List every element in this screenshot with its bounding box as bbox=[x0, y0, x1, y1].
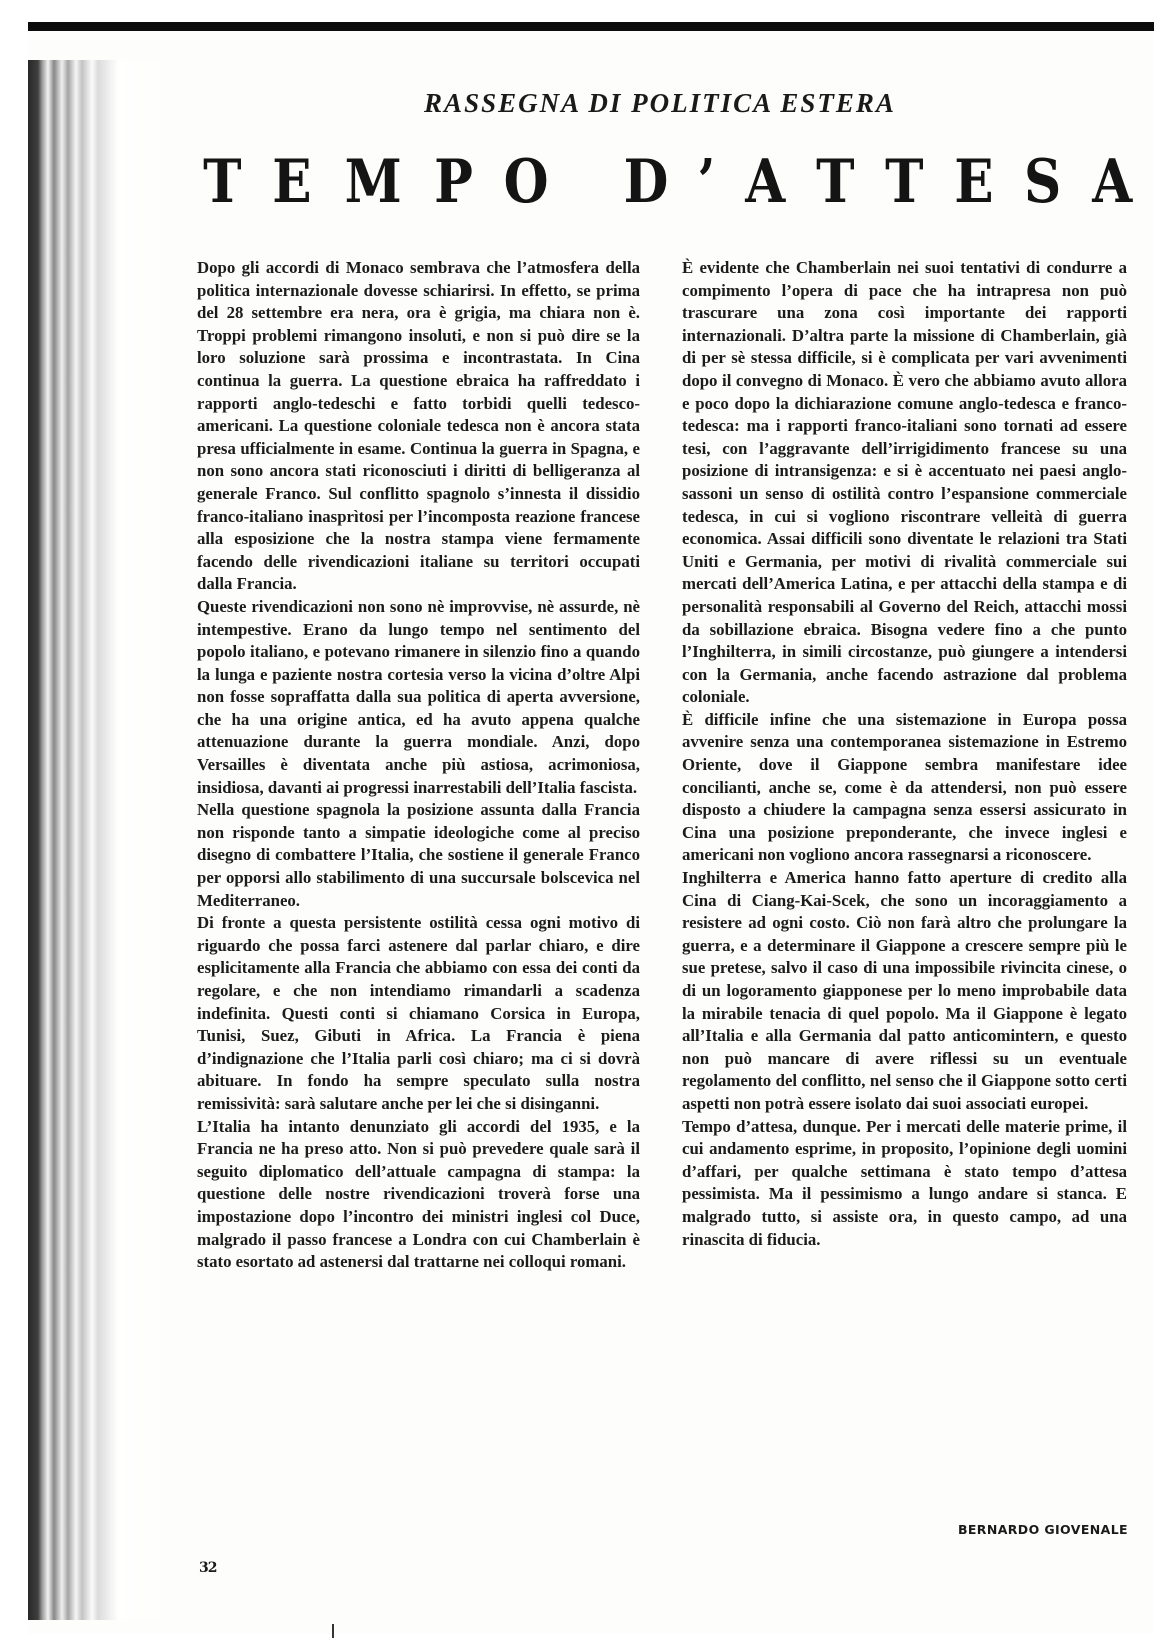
book-binding-edge bbox=[28, 60, 178, 1620]
title-letter: P bbox=[433, 147, 473, 217]
paragraph: È difficile infine che una sistemazione in Europa possa avvenire senza una contemporanea sistemazione in Estremo Oriente, dove il Giappone sembra manifestare idee concilianti, anche se, come è da attendersi, non può essere disposto a chiudere la campagna senza essersi assicurato in Cina una posizione preponderante, che invece inglesi e americani non vogliono ancora rassegnarsi a riconoscere. bbox=[682, 709, 1127, 865]
title-letter: M bbox=[344, 147, 402, 217]
title-letter: O bbox=[503, 147, 549, 217]
title-letter: T bbox=[203, 147, 242, 217]
author-signature: BERNARDO GIOVENALE bbox=[957, 1522, 1128, 1537]
paragraph: L’Italia ha intanto denunziato gli accordi del 1935, e la Francia ne ha preso atto. Non si può prevedere quale sarà il seguito diplomatico dell’attuale campagna di stampa: la questione delle nostre rivendicazioni troverà forse una impostazione dopo l’incontro dei ministri inglesi col Duce, malgrado il passo francese a Londra con cui Chamberlain è stato esortato ad astenersi dal trattarne nei colloqui romani. bbox=[197, 1116, 640, 1272]
article-column-left bbox=[197, 257, 640, 1274]
title-letter: D bbox=[623, 147, 668, 217]
scan-speck bbox=[332, 1624, 334, 1638]
paragraph: Nella questione spagnola la posizione assunta dalla Francia non risponde tanto a simpatie ideologiche come al preciso disegno di combattere l’Italia, che sostiene il generale Franco per opporsi allo stabilimento di una succursale bolscevica nel Mediterraneo. bbox=[197, 800, 640, 910]
paragraph: Dopo gli accordi di Monaco sembrava che l’atmosfera della politica internazionale dovesse schiarirsi. In effetto, se prima del 28 settembre era nera, ora è grigia, ma chiara non è. Troppi problemi rimangono insoluti, e non si può dire se la loro soluzione sarà prossima e incontrastata. In Cina continua la guerra. La questione ebraica ha raffreddato i rapporti anglo-tedeschi e fatto torbidi quelli tedesco-americani. La questione coloniale tedesca non è ancora stata presa ufficialmente in esame. Continua la guerra in Spagna, e non sono ancora stati riconosciuti i diritti di belligeranza al generale Franco. Sul conflitto spagnolo s’innesta il dissidio franco-italiano inasprìtosi per l’incomposta reazione francese alla esposizione che la nostra stampa viene fermamente facendo delle rivendicazioni italiane su territori occupati dalla Francia. bbox=[197, 258, 640, 594]
paragraph: È evidente che Chamberlain nei suoi tentativi di condurre a compimento l’opera di pace che ha intrapresa non può trascurare una zona così importante dei rapporti internazionali. D’altra parte la missione di Chamberlain, già di per sè stessa difficile, si è complicata per vari avvenimenti dopo il convegno di Monaco. È vero che abbiamo avuto allora e poco dopo la dichiarazione comune anglo-tedesca e franco-tedesca: ma i rapporti franco-italiani sono tornati ad essere tesi, con l’aggravante dell’irrigidimento francese su una posizione di intransigenza: e si è accentuato nei paesi anglo-sassoni un senso di ostilità contro l’espansione commerciale tedesca, in cui si vogliono riscontrare velleità di guerra economica. Assai difficili sono diventate le relazioni tra Stati Uniti e Germania, per motivi di rivalità commerciale sui mercati dell’America Latina, e per attacchi della stampa e di personalità responsabili al Governo del Reich, attacchi mossi da sobillazione ebraica. Bisogna vedere fino a che punto l’Inghilterra, in simili circostanze, può giungere a intendersi con la Germania, anche facendo astrazione dal problema coloniale. bbox=[682, 258, 1127, 707]
paragraph: Queste rivendicazioni non sono nè improvvise, nè assurde, nè intempestive. Erano da lungo tempo nel sentimento del popolo italiano, e potevano rimanere in silenzio fino a quando la lunga e paziente nostra cortesia verso la vicina d’oltre Alpi non fosse sopraffatta dalla sua politica di aperta avversione, che ha una origine antica, ed ha avuto appena qualche attenuazione durante la guerra mondiale. Anzi, dopo Versailles è diventata anche più astiosa, acrimoniosa, insidiosa, davanti ai progressi inarrestabili dell’Italia fascista. bbox=[197, 596, 640, 797]
title-letter: T bbox=[885, 147, 924, 217]
title-letter: E bbox=[272, 147, 312, 217]
section-rubric: RASSEGNA DI POLITICA ESTERA bbox=[424, 88, 896, 118]
article-column-right bbox=[682, 257, 1127, 1251]
title-letter: S bbox=[1024, 147, 1062, 217]
paragraph: Di fronte a questa persistente ostilità cessa ogni motivo di riguardo che possa farci astenere dal parlar chiaro, e dire esplicitamente alla Francia che abbiamo con essa dei conti da regolare, e che non intendiamo rimandarli a scadenza indefinita. Questi conti si chiamano Corsica in Europa, Tunisi, Suez, Gibuti in Africa. La Francia è piena d’indignazione che l’Italia parli così chiaro; ma ci si dovrà abituare. In fondo ha sempre speculato sulla nostra remissività: sarà salutare anche per lei che si disinganni. bbox=[197, 913, 640, 1113]
title-letter: E bbox=[954, 147, 994, 217]
paragraph: Inghilterra e America hanno fatto aperture di credito alla Cina di Ciang-Kai-Scek, che sono un incoraggiamento a resistere ad ogni costo. Ciò non farà altro che prolungare la guerra, e a determinare il Giappone a crescere sempre più le sue pretese, salvo il caso di una impossibile rivincita cinese, o di un logoramento giapponese per lo meno improbabile data la mirabile tenacia di quel popolo. Ma il Giappone è legato all’Italia e alla Germania dal patto anticomintern, e questo non può mancare di avere riflessi su un eventuale regolamento del conflitto, nel senso che il Giappone sotto certi aspetti non potrà essere isolato dai suoi associati europei. bbox=[682, 868, 1127, 1113]
title-letter: A bbox=[744, 147, 785, 217]
title-letter: T bbox=[815, 147, 855, 217]
page-number: 32 bbox=[199, 1560, 217, 1576]
article-title bbox=[200, 147, 1136, 217]
title-letter: ’ bbox=[697, 147, 716, 217]
title-letter: A bbox=[1092, 147, 1133, 217]
paragraph: Tempo d’attesa, dunque. Per i mercati delle materie prime, il cui andamento esprime, in proposito, l’opinione degli uomini d’affari, per qualche settimana è stato tempo d’attesa pessimista. Ma il pessimismo a lungo andare si stanca. E malgrado tutto, si assiste ora, in questo campo, ad una rinascita di fiducia. bbox=[682, 1116, 1127, 1249]
